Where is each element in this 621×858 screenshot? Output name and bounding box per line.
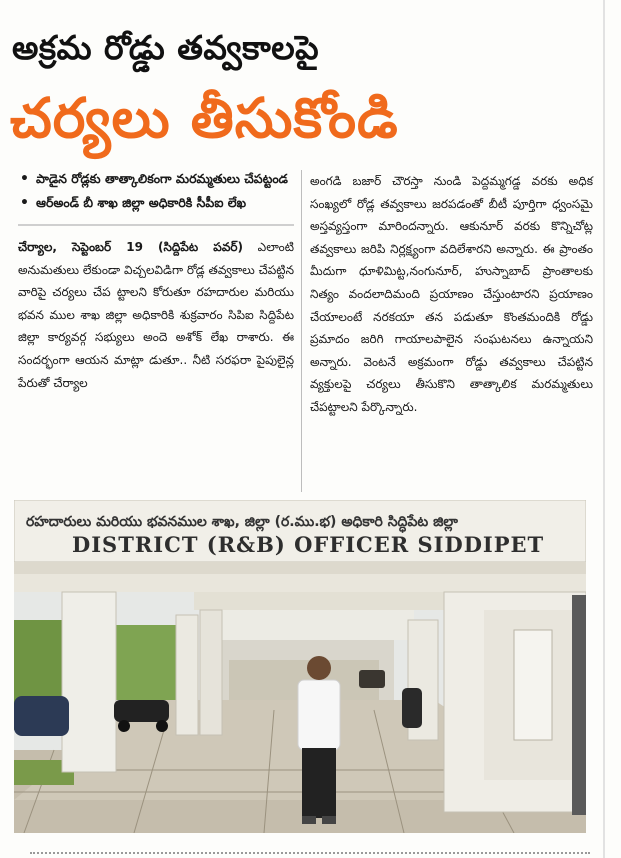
building-sign-english: DISTRICT (R&B) OFFICER SIDDIPET — [72, 532, 545, 557]
highlight-text: పాడైన రోడ్లకు తాత్కాలికంగా మరమ్మతులు చేపట్టండ — [36, 171, 288, 186]
article-left-text: ఎలాంటి అనుమతులు లేకుండా విచ్చలవిడిగా రోడ్ల తవ్వకాలు చేపట్టిన వారిపై చర్యలు చేప ట్టాలని కోరుతూ రహదారుల మరియు భవన ముల శాఖ జిల్లా అధికారికి శుక్రవారం సిపిఐ సిద్దిపేట జిల్లా కార్యవర్గ సభ్యులు అందె అశోక్ లేఖ రాశారు. ఈ సందర్భంగా ఆయన మాట్లా డుతూ.. నీటి సరఫరా పైపులైన్ల పేరుతో చేర్యాల — [18, 240, 294, 390]
column-divider — [301, 170, 302, 492]
article-right-body: అంగడి బజార్ చౌరస్తా నుండి పెద్దమ్మగడ్డ వరకు అధిక సంఖ్యలో రోడ్ల తవ్వకాలు జరపడంతో బీటీ పూర్తిగా ధ్వంసమై అస్తవ్యస్తంగా మారిందన్నారు. ఆకునూర్ వరకు కొన్నిచోట్ల తవ్వకాలు జరిపి నిర్లక్ష్యంగా వదిలేశారని అన్నారు. ఈ ప్రాంతం మీదుగా ధూళిమిట్ట,నంగునూర్, హుస్నాబాద్ ప్రాంతాలకు నిత్యం వందలాదిమంది ప్రయాణం చేస్తుంటారని ప్రయాణం చేయాలంటే నరకయా తన పడుతూ కొంతమందికి రోడ్డు ప్రమాదం జరిగి గాయాలపాలైన సంఘటనలు ఉన్నాయని అన్నారు. వెంటనే అక్రమంగా రోడ్డు తవ్వకాలు చేపట్టిన వ్యక్తులపై చర్యలు తీసుకొని తాత్కాలిక మరమ్మతులు చేపట్టాలని పేర్కొన్నారు. — [310, 174, 593, 414]
headline-line1: అక్రమ రోడ్డు తవ్వకాలపై — [12, 28, 320, 67]
left-column — [18, 168, 294, 394]
article-dateline: చేర్యాల, సెప్టెంబర్ 19 (సిద్దిపేట పవర్) — [18, 240, 243, 254]
highlight-item — [18, 168, 294, 190]
article-left-body — [18, 236, 294, 394]
bullet-icon: • — [20, 195, 29, 211]
right-column — [310, 170, 593, 419]
highlight-text: ఆర్అండ్ బీ శాఖ జిల్లా అధికారికి సీపీఐ లేఖ — [36, 195, 247, 210]
bottom-dotted-rule — [30, 852, 590, 854]
building-sign-telugu: రహదారులు మరియు భవనముల శాఖ, జిల్లా (ర.ము.భ) అధికారి సిద్ధిపేట జిల్లా — [26, 514, 458, 530]
highlight-item — [18, 192, 294, 214]
article-photo — [14, 500, 586, 833]
page-edge — [603, 0, 605, 858]
section-divider — [18, 224, 294, 226]
headline-line2: చర్యలు తీసుకోండి — [10, 86, 399, 150]
bullet-icon: • — [20, 171, 29, 187]
